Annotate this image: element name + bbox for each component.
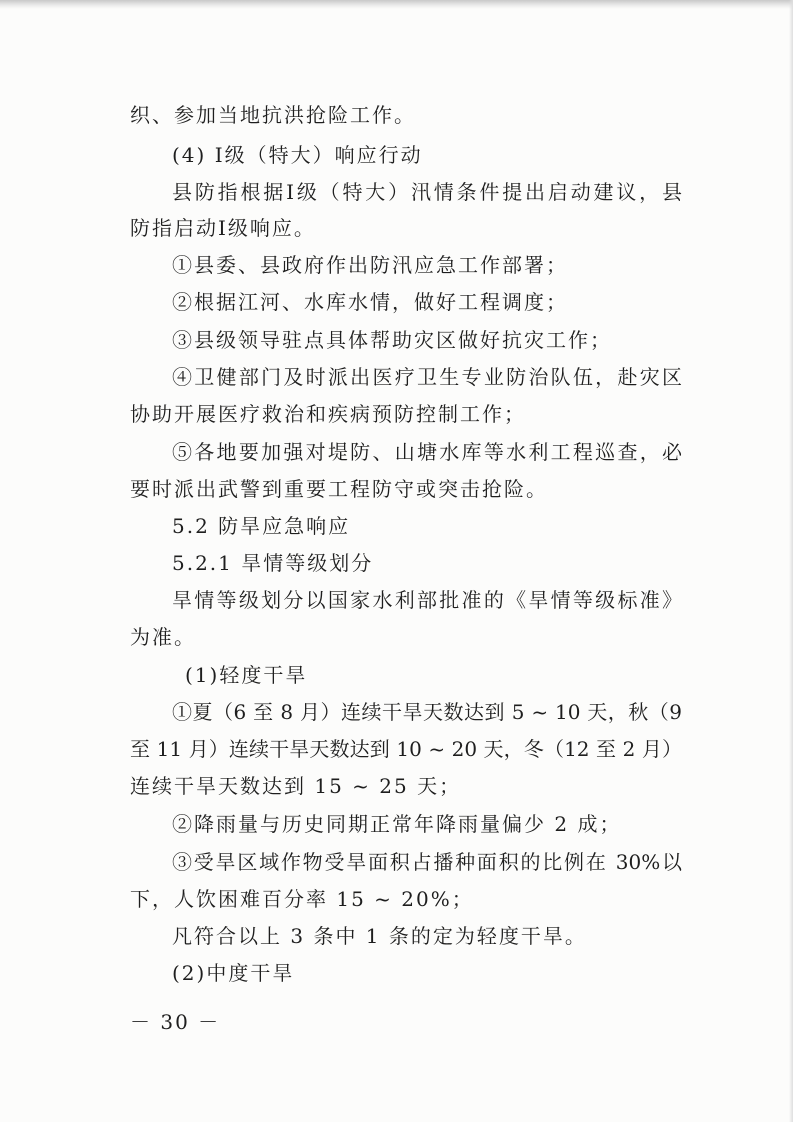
list-item: ②降雨量与历史同期正常年降雨量偏少 2 成； (172, 812, 622, 836)
body-line: 防指启动Ⅰ级响应。 (130, 216, 316, 240)
body-line: 织、参加当地抗洪抢险工作。 (130, 103, 416, 127)
body-line: 连续干旱天数达到 15 ~ 25 天； (130, 774, 462, 798)
body-line: 协助开展医疗救治和疾病预防控制工作； (130, 402, 526, 426)
scan-edge-top (0, 0, 793, 9)
body-line: 凡符合以上 3 条中 1 条的定为轻度干旱。 (172, 924, 587, 948)
list-item: ④卫健部门及时派出医疗卫生专业防治队伍，赴灾区 (172, 365, 682, 389)
list-item: ③受旱区域作物受旱面积占播种面积的比例在 30%以 (172, 850, 682, 874)
body-line: 旱情等级划分以国家水利部批准的《旱情等级标准》 (172, 588, 682, 612)
section-heading: (4) Ⅰ级（特大）响应行动 (172, 143, 423, 167)
body-line: 为准。 (130, 625, 196, 649)
body-line: 县防指根据Ⅰ级（特大）汛情条件提出启动建议，县 (172, 180, 682, 204)
body-line: 下，人饮困难百分率 15 ~ 20%； (130, 887, 474, 911)
list-item: ③县级领导驻点具体帮助灾区做好抗灾工作； (172, 328, 612, 352)
list-item: ②根据江河、水库水情，做好工程调度； (172, 290, 568, 314)
body-line: 至 11 月）连续干旱天数达到 10 ~ 20 天，冬（12 至 2 月） (130, 737, 682, 761)
section-heading: 5.2 防旱应急响应 (172, 514, 351, 538)
subsection-heading: (2)中度干旱 (172, 961, 295, 985)
list-item: ①夏（6 至 8 月）连续干旱天数达到 5 ~ 10 天，秋（9 (172, 700, 682, 724)
list-item: ①县委、县政府作出防汛应急工作部署； (172, 253, 568, 277)
scan-edge-right (789, 0, 793, 1122)
body-line: 要时派出武警到重要工程防守或突击抢险。 (130, 477, 548, 501)
subsection-heading: (1)轻度干旱 (185, 663, 308, 687)
subsection-heading: 5.2.1 旱情等级划分 (172, 551, 374, 575)
list-item: ⑤各地要加强对堤防、山塘水库等水利工程巡查，必 (172, 440, 682, 464)
page-number: － 30 － (130, 1010, 221, 1034)
